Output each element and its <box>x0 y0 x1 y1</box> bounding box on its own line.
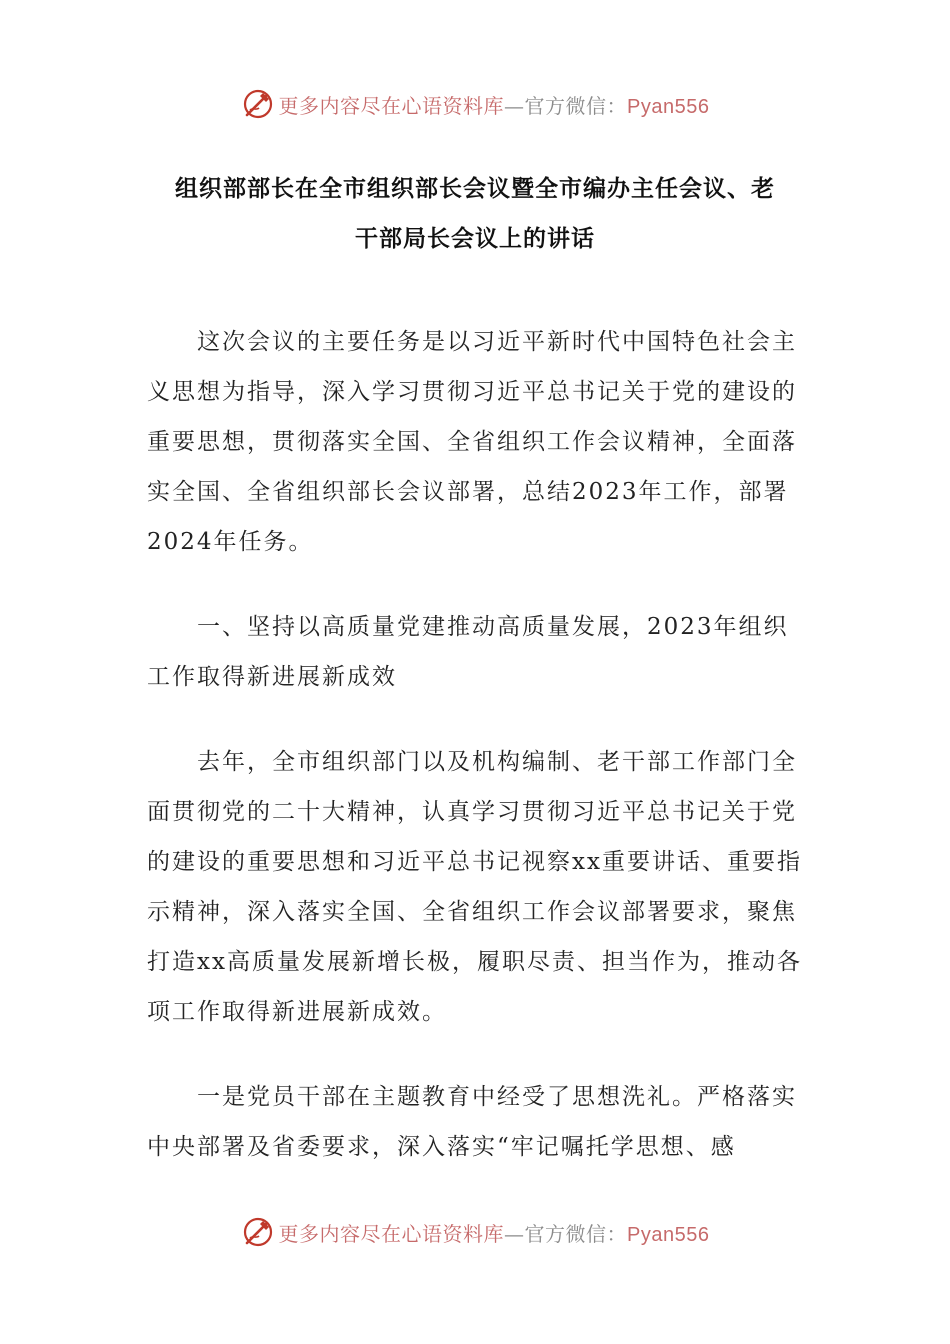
title-line-1: 组织部部长在全市组织部长会议暨全市编办主任会议、老 <box>175 176 775 202</box>
watermark-wechat-id: Pyan556 <box>627 95 710 118</box>
watermark-footer <box>0 1212 950 1252</box>
watermark-text <box>279 90 710 119</box>
watermark-prefix: 更多内容尽在心语资料库 <box>278 93 505 118</box>
watermark-middle: —官方微信： <box>504 93 628 118</box>
pen-logo-icon <box>241 1215 275 1249</box>
watermark-middle: —官方微信： <box>504 1221 628 1246</box>
document-title <box>120 164 830 264</box>
title-line-2: 干部局长会议上的讲话 <box>355 226 595 252</box>
section-heading-1: 一、坚持以高质量党建推动高质量发展，2023年组织工作取得新进展新成效 <box>147 614 789 690</box>
watermark-header <box>0 84 950 124</box>
paragraph-point-1: 一是党员干部在主题教育中经受了思想洗礼。严格落实中央部署及省委要求，深入落实“牢记嘱托学思想、感 <box>147 1084 797 1160</box>
watermark-prefix: 更多内容尽在心语资料库 <box>278 1221 505 1246</box>
watermark-wechat-id: Pyan556 <box>627 1223 710 1246</box>
watermark-text <box>279 1218 710 1247</box>
pen-logo-icon <box>241 87 275 121</box>
paragraph-intro: 这次会议的主要任务是以习近平新时代中国特色社会主义思想为指导，深入学习贯彻习近平总书记关于党的建设的重要思想，贯彻落实全国、全省组织工作会议精神，全面落实全国、全省组织部长会议部署，总结2023年工作，部署2024年任务。 <box>147 329 797 555</box>
paragraph-summary: 去年，全市组织部门以及机构编制、老干部工作部门全面贯彻党的二十大精神，认真学习贯彻习近平总书记关于党的建设的重要思想和习近平总书记视察xx重要讲话、重要指示精神，深入落实全国、全省组织工作会议部署要求，聚焦打造xx高质量发展新增长极，履职尽责、担当作为，推动各项工作取得新进展新成效。 <box>147 749 802 1025</box>
